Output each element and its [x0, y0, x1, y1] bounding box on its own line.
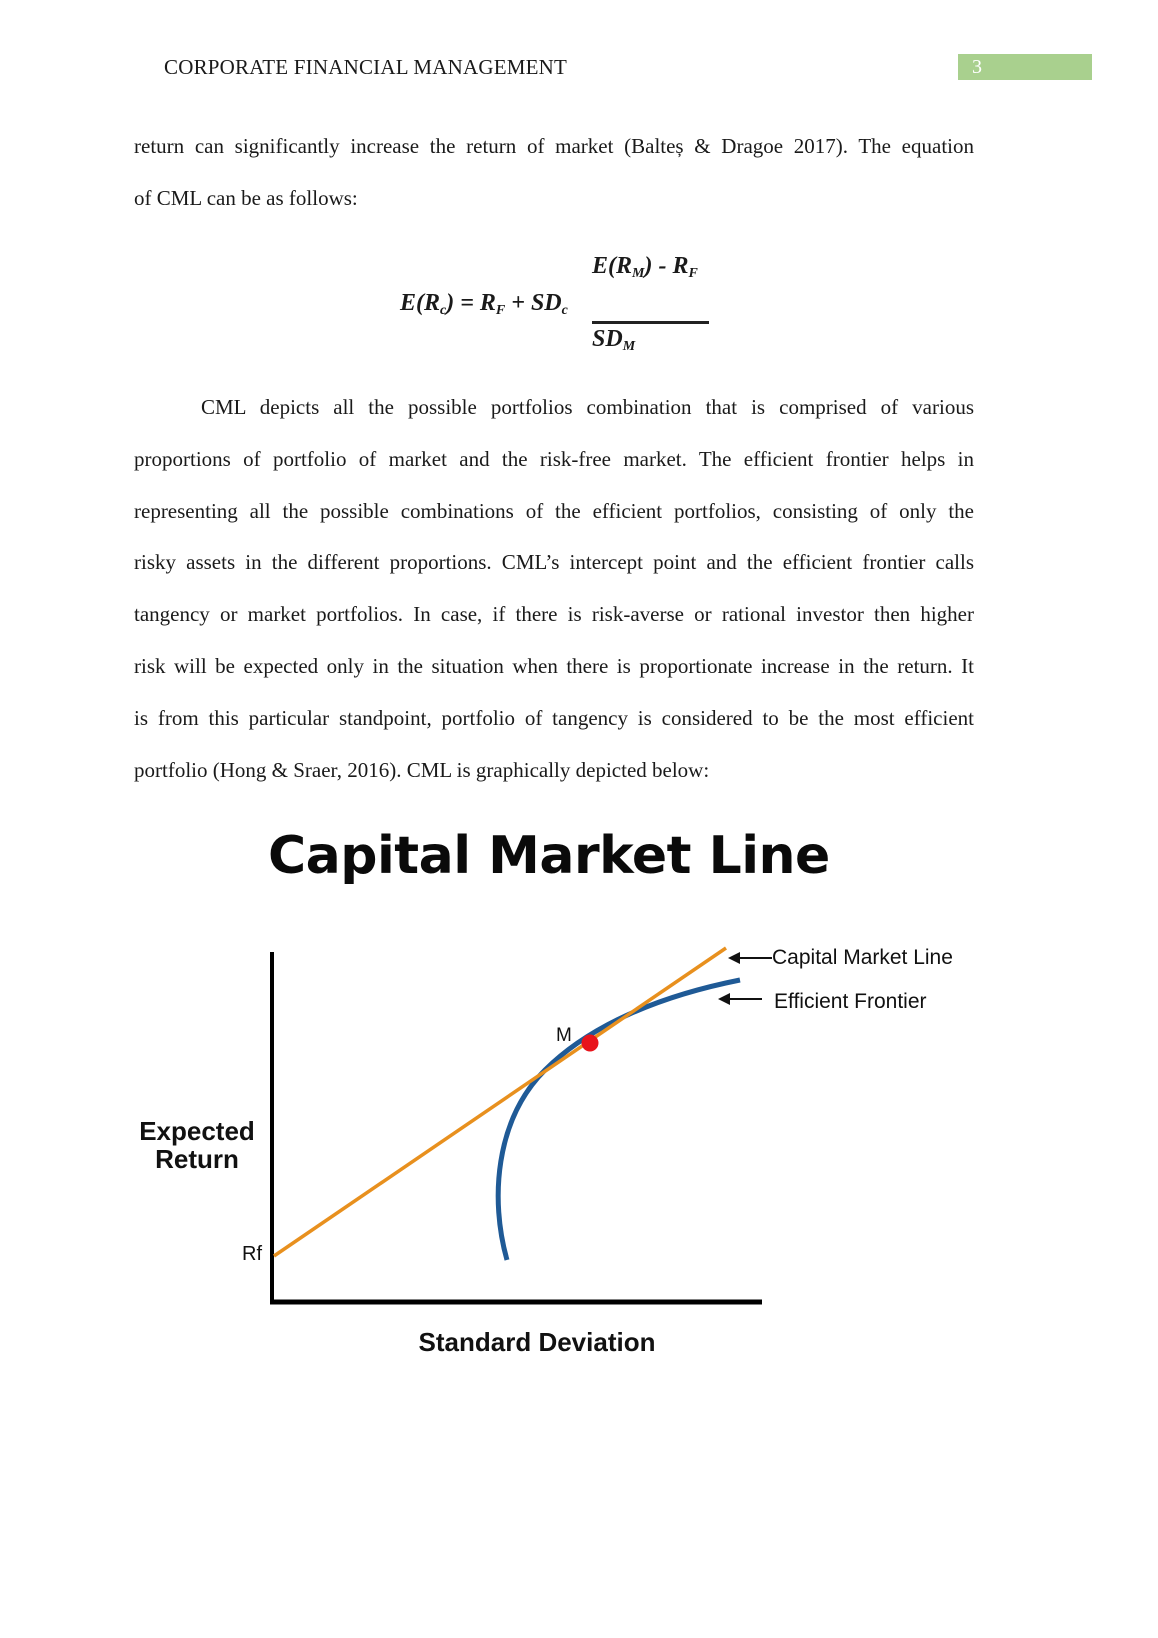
- page-number-badge: 3: [958, 54, 1092, 80]
- text-line: return can significantly increase the return of market (Balteș & Dragoe 2017). The equation: [134, 134, 974, 158]
- eq-sub: M: [632, 266, 645, 281]
- eq-sub: F: [495, 303, 506, 318]
- text-line: risky assets in the different proportions. CML’s intercept point and the efficient frontier calls: [134, 550, 974, 575]
- chart-title: Capital Market Line: [268, 826, 830, 886]
- eq-text: ) - R: [644, 253, 689, 279]
- eq-text: + SD: [505, 290, 562, 316]
- eq-sub: c: [440, 303, 447, 318]
- market-portfolio-point: [582, 1035, 599, 1052]
- text-line: of CML can be as follows:: [134, 185, 358, 210]
- text-line: proportions of portfolio of market and the risk-free market. The efficient frontier helps in: [134, 446, 974, 471]
- y-axis-label: Expected Return: [139, 1116, 255, 1174]
- text-line: portfolio (Hong & Sraer, 2016). CML is graphically depicted below:: [134, 757, 710, 782]
- eq-text: SD: [592, 326, 623, 352]
- legend-efficient-frontier: Efficient Frontier: [774, 990, 927, 1013]
- x-axis-label: Standard Deviation: [418, 1327, 656, 1357]
- text-line: is from this particular standpoint, portfolio of tangency is considered to be the most efficient: [134, 705, 974, 730]
- eq-text: ) = R: [446, 290, 496, 316]
- text-line: risk will be expected only in the situation when there is proportionate increase in the return. It: [134, 653, 974, 678]
- eq-sub: F: [688, 266, 698, 281]
- arrow-left-icon: [718, 993, 730, 1005]
- text-line: representing all the possible combinations of the efficient portfolios, consisting of only the: [134, 498, 974, 523]
- m-label: M: [556, 1025, 572, 1046]
- legend-capital-market-line: Capital Market Line: [772, 946, 953, 969]
- text-line: tangency or market portfolios. In case, if there is risk-averse or rational investor then higher: [134, 602, 974, 627]
- eq-sub: c: [561, 303, 568, 318]
- arrow-left-icon: [728, 952, 740, 964]
- eq-sub: M: [622, 339, 636, 354]
- eq-text: E(R: [400, 290, 441, 316]
- text-line: CML depicts all the possible portfolios combination that is comprised of various: [201, 395, 974, 419]
- running-header-title: CORPORATE FINANCIAL MANAGEMENT: [164, 55, 568, 79]
- rf-label: Rf: [242, 1243, 262, 1265]
- eq-text: E(R: [592, 253, 633, 279]
